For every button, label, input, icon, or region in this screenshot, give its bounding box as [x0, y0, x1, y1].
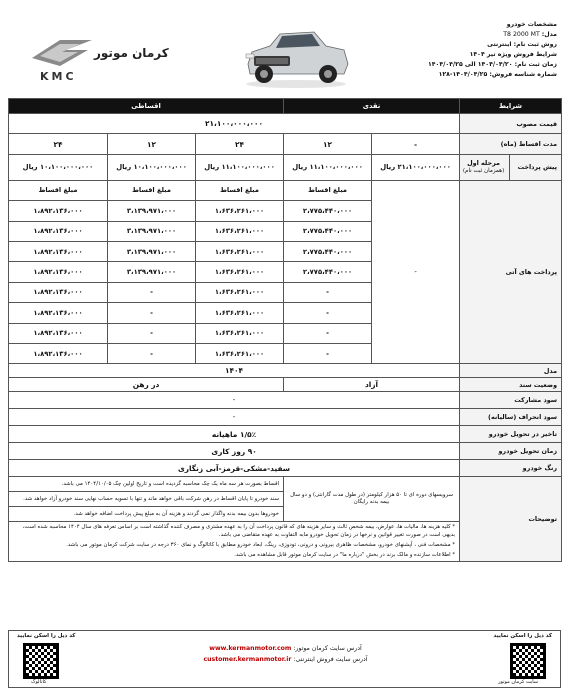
price-table: [8, 98, 562, 562]
inst-cell: ۱،۶۳۶،۲۶۱،۰۰۰: [196, 343, 284, 363]
delay-label: تاخیر در تحویل خودرو: [460, 426, 562, 443]
prepayment-cash: ۲۱،۱۰۰،۰۰۰،۰۰۰ ریال: [372, 154, 460, 180]
price-list-page: [8, 8, 561, 689]
term-cash: -: [372, 134, 460, 154]
inst-header-2: مبلغ اقساط: [196, 180, 284, 200]
inst-cell: ۳،۱۳۹،۹۷۱،۰۰۰: [108, 262, 196, 282]
inst-cell: ۱،۸۹۲،۱۳۶،۰۰۰: [9, 201, 108, 221]
spec-circular: شماره شناسه فروش: ۱۴۰۴/۰۴/۲۵-۱۲۸: [438, 71, 557, 78]
site-row: [159, 643, 412, 654]
footer: [8, 630, 561, 688]
inst-cell: ۱،۶۳۶،۲۶۱،۰۰۰: [196, 323, 284, 343]
header-installment: اقساطی: [9, 99, 284, 114]
inst-cell: ۲،۷۷۵،۴۴۰،۰۰۰: [284, 262, 372, 282]
brand-name-en: KMC: [40, 70, 77, 83]
first-stage-label: [460, 154, 510, 180]
pickup-truck-image: [240, 22, 352, 90]
prepayment-label: پیش پرداخت: [510, 154, 562, 180]
partnership-value: -: [9, 392, 460, 409]
delivery-label: زمان تحویل خودرو: [460, 443, 562, 460]
qr-code-site-icon[interactable]: [510, 643, 546, 679]
inst-cell: ۱،۸۹۲،۱۳۶،۰۰۰: [9, 221, 108, 241]
term-3: ۱۲: [108, 134, 196, 154]
inst-cell: -: [284, 323, 372, 343]
qr-left-caption: کد ذیل را اسکن نمایید: [17, 633, 76, 639]
general-notes: [9, 522, 460, 562]
inst-cell: ۲،۷۷۵،۴۴۰،۰۰۰: [284, 241, 372, 261]
deviation-label: سود انحراف (سالیانه): [460, 409, 562, 426]
spec-title: مشخصات خودرو: [506, 21, 557, 28]
inst-header-4: مبلغ اقساط: [9, 180, 108, 200]
inst-cell: ۱،۸۹۲،۱۳۶،۰۰۰: [9, 262, 108, 282]
qr-right-caption: کد ذیل را اسکن نمایید: [493, 633, 552, 639]
spec-model-row: [367, 30, 557, 40]
delay-value: ۱/۵٪ ماهیانه: [9, 426, 460, 443]
footer-links: [159, 643, 412, 665]
kmc-logo: [30, 36, 170, 86]
sales-url-link[interactable]: customer.kermanmotor.ir: [203, 656, 292, 663]
color-label: رنگ خودرو: [460, 460, 562, 477]
first-stage-sub: (همزمان ثبت نام): [462, 167, 505, 174]
inst-cell: ۳،۱۳۹،۹۷۱،۰۰۰: [108, 221, 196, 241]
spec-model: T8 2000 MT: [503, 31, 540, 38]
model-value: ۱۴۰۴: [9, 364, 460, 378]
delivery-value: ۹۰ روز کاری: [9, 443, 460, 460]
inst-cell: ۱،۶۳۶،۲۶۱،۰۰۰: [196, 262, 284, 282]
note-general-3: * اطلاعات سازنده و مالک برند در بخش "درباره ما" در سایت کرمان موتور قابل مشاهده می باشد.: [234, 551, 456, 558]
header-cash: نقدی: [284, 99, 460, 114]
inst-cell: -: [284, 303, 372, 323]
inst-cell: ۱،۸۹۲،۱۳۶،۰۰۰: [9, 343, 108, 363]
installment-term-label: مدت اقساط (ماه): [460, 134, 562, 154]
inst-cell: -: [108, 303, 196, 323]
note-general-1: * کلیه هزینه ها، مالیات ها، عوارض، بیمه شخص ثالث و سایر هزینه های که قانون پرداخت آن را به عهده مشتری و مصرف کننده گذاشته است بر اساس تعرفه های سال ۱۴۰۴ محاسبه شده است، بدیهی است در صورت تغییر قوانین و نرخها در زمان تحویل خودرو مابه التفاوت به عهده متقاضی می باشد.: [22, 524, 456, 538]
site-url-link[interactable]: www.kermanmotor.com: [209, 645, 292, 652]
inst-cell: ۱،۶۳۶،۲۶۱،۰۰۰: [196, 303, 284, 323]
term-1: ۱۲: [284, 134, 372, 154]
inst-cell: ۲،۷۷۵،۴۴۰،۰۰۰: [284, 221, 372, 241]
note-installment-2: سند خودرو تا پایان اقساط در رهن شرکت باقی خواهد ماند و تنها با تسویه حساب نهایی سند خودرو آزاد خواهد شد.: [9, 492, 284, 507]
inst-cell: ۲،۷۷۵،۴۴۰،۰۰۰: [284, 201, 372, 221]
inst-cell: ۱،۸۹۲،۱۳۶،۰۰۰: [9, 241, 108, 261]
future-payments-label: پرداخت های آتی: [460, 180, 562, 364]
inst-cell: ۱،۶۳۶،۲۶۱،۰۰۰: [196, 241, 284, 261]
note-installment-3: خودروها بدون بیمه بدنه واگذار نمی گردند و هزینه آن به مبلغ پیش پرداخت اضافه خواهد شد.: [9, 507, 284, 522]
spec-sale-method: روش ثبت نام: اینترنتی: [487, 41, 557, 48]
qr-left-sub: کاتالوگ: [31, 679, 47, 685]
inst-header-1: مبلغ اقساط: [284, 180, 372, 200]
notes-label: توضیحات: [460, 477, 562, 562]
inst-cell: -: [108, 323, 196, 343]
note-installment-1: اقساط بصورت هر سه ماه یک چک محاسبه گردیده است و تاریخ اولین چک ۱۴۰۴/۱۰/۰۵ می باشد.: [9, 477, 284, 492]
qr-code-catalog-icon[interactable]: [23, 643, 59, 679]
prepayment-1: ۱۱،۱۰۰،۰۰۰،۰۰۰ ریال: [284, 154, 372, 180]
term-2: ۲۴: [196, 134, 284, 154]
inst-cell: ۱،۶۳۶،۲۶۱،۰۰۰: [196, 221, 284, 241]
header-conditions: شرایط: [460, 99, 562, 114]
note-general-2: * مشخصات فنی ، آپشنهای خودرو، مشخصات ظاهری بیرونی و درونی، تودوزی، رینگ، ابعاد خودرو مطابق با کاتالوگ و نمای ۳۶۰ درجه در سایت شرکت کرمان موتور می باشد.: [66, 541, 456, 548]
note-warranty: سرویسهای دوره ای تا ۵۰ هزار کیلومتر (در طول مدت گارانتی) و دو سال بیمه بدنه رایگان: [284, 477, 460, 522]
sales-row: [159, 654, 412, 665]
vehicle-specs: [367, 20, 557, 80]
approved-price-label: قیمت مصوب: [460, 114, 562, 134]
inst-header-3: مبلغ اقساط: [108, 180, 196, 200]
doc-status-label: وضعیت سند: [460, 378, 562, 392]
future-cash: -: [372, 180, 460, 364]
doc-status-cash: آزاد: [284, 378, 460, 392]
inst-cell: ۱،۸۹۲،۱۳۶،۰۰۰: [9, 323, 108, 343]
doc-status-installment: در رهن: [9, 378, 284, 392]
model-label: مدل: [460, 364, 562, 378]
spec-model-label: مدل:: [541, 31, 557, 38]
inst-cell: ۳،۱۳۹،۹۷۱،۰۰۰: [108, 201, 196, 221]
spec-conditions: شرایط فروش ویژه تیر ۱۴۰۴: [469, 51, 557, 58]
first-stage-title: مرحله اول: [467, 158, 501, 167]
prepayment-4: ۱۰،۱۰۰،۰۰۰،۰۰۰ ریال: [9, 154, 108, 180]
prepayment-2: ۱۱،۱۰۰،۰۰۰،۰۰۰ ریال: [196, 154, 284, 180]
inst-cell: -: [108, 343, 196, 363]
inst-cell: -: [284, 282, 372, 302]
qr-right-sub: سایت کرمان موتور: [498, 679, 538, 685]
color-value: سفید-مشکی-قرمز-آبی زنگاری: [9, 460, 460, 477]
inst-cell: ۱،۸۹۲،۱۳۶،۰۰۰: [9, 303, 108, 323]
spec-time: زمان ثبت نام: ۱۴۰۴/۰۴/۲۰ الی ۱۴۰۴/۰۴/۲۵: [428, 61, 557, 68]
inst-cell: ۳،۱۳۹،۹۷۱،۰۰۰: [108, 241, 196, 261]
inst-cell: ۱،۶۳۶،۲۶۱،۰۰۰: [196, 201, 284, 221]
deviation-value: -: [9, 409, 460, 426]
inst-cell: -: [108, 282, 196, 302]
approved-price: ۲۱،۱۰۰،۰۰۰،۰۰۰: [9, 114, 460, 134]
sales-label: آدرس سایت فروش اینترنتی:: [293, 656, 368, 663]
inst-cell: -: [284, 343, 372, 363]
partnership-label: سود مشارکت: [460, 392, 562, 409]
inst-cell: ۱،۶۳۶،۲۶۱،۰۰۰: [196, 282, 284, 302]
kmc-wing-icon: [30, 36, 94, 70]
prepayment-3: ۱۰،۱۰۰،۰۰۰،۰۰۰ ریال: [108, 154, 196, 180]
inst-cell: ۱،۸۹۲،۱۳۶،۰۰۰: [9, 282, 108, 302]
header: [8, 8, 561, 96]
site-label: آدرس سایت کرمان موتور:: [293, 645, 362, 652]
term-4: ۲۴: [9, 134, 108, 154]
brand-name-fa: کرمان موتور: [94, 46, 169, 60]
